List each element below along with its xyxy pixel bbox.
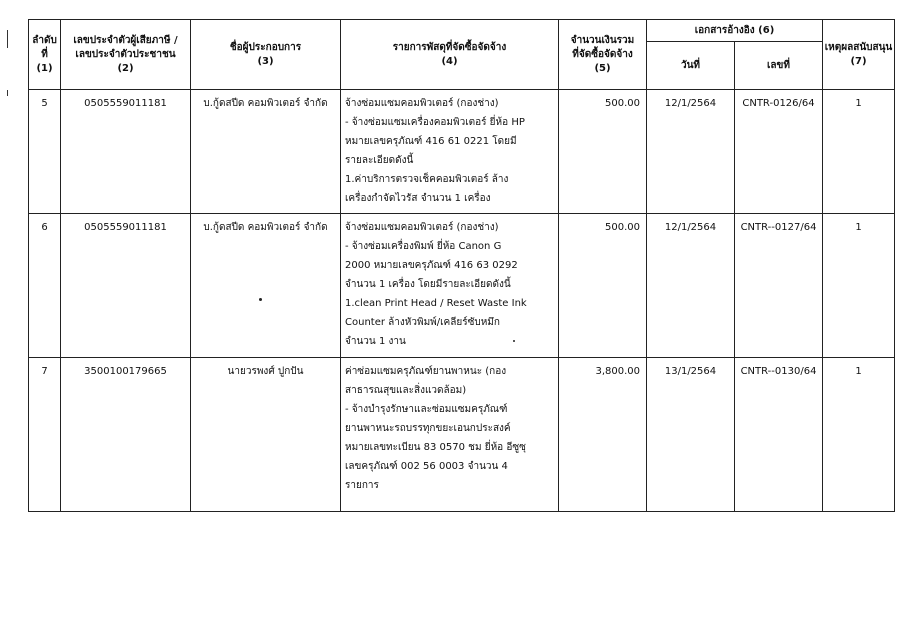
- cell-description: [341, 90, 559, 214]
- cell-tax-id: 0505559011181: [61, 90, 191, 214]
- description-line: รายการ: [345, 480, 379, 491]
- description-line: จ้างซ่อมแซมคอมพิวเตอร์ (กองช่าง): [345, 98, 499, 109]
- description-line: - จ้างซ่อมเครื่องพิมพ์ ยี่ห้อ Canon G: [345, 241, 502, 252]
- cell-doc-date: 13/1/2564: [647, 358, 735, 512]
- header-seq-label: ลำดับที่: [32, 34, 57, 60]
- header-items-label: รายการพัสดุที่จัดซื้อจัดจ้าง: [392, 41, 507, 53]
- header-doc-number: เลขที่: [735, 42, 823, 90]
- header-tax-id-line2: เลขประจำตัวประชาชน: [75, 48, 176, 60]
- header-amount-line1: จำนวนเงินรวม: [570, 34, 635, 46]
- header-vendor-label: ชื่อผู้ประกอบการ: [229, 41, 302, 53]
- header-items: [341, 20, 559, 90]
- header-amount-line2: ที่จัดซื้อจัดจ้าง: [572, 48, 633, 60]
- header-vendor: [191, 20, 341, 90]
- header-seq: [29, 20, 61, 90]
- scan-speck: [259, 298, 262, 301]
- description-line: จำนวน 1 เครื่อง โดยมีรายละเอียดดังนี้: [345, 279, 511, 290]
- header-reason: [823, 20, 895, 90]
- description-line: - จ้างบำรุงรักษาและซ่อมแซมครุภัณฑ์: [345, 404, 508, 415]
- description-line: เครื่องกำจัดไวรัส จำนวน 1 เครื่อง: [345, 193, 491, 204]
- description-line: 2000 หมายเลขครุภัณฑ์ 416 63 0292: [345, 260, 518, 271]
- description-line: - จ้างซ่อมแซมเครื่องคอมพิวเตอร์ ยี่ห้อ HP: [345, 117, 525, 128]
- cell-description: [341, 358, 559, 512]
- description-line: จำนวน 1 งาน: [345, 336, 406, 347]
- cell-vendor: บ.กู้ดสปีด คอมพิวเตอร์ จำกัด: [191, 90, 341, 214]
- header-reason-label: เหตุผลสนับสนุน: [824, 41, 893, 53]
- header-tax-id-line1: เลขประจำตัวผู้เสียภาษี /: [73, 34, 178, 46]
- description-line: จ้างซ่อมแซมคอมพิวเตอร์ (กองช่าง): [345, 222, 499, 233]
- margin-mark: [7, 90, 8, 96]
- description-line: รายละเอียดดังนี้: [345, 155, 414, 166]
- header-vendor-number: (3): [257, 55, 274, 67]
- header-doc-date: วันที่: [647, 42, 735, 90]
- description-line: 1.clean Print Head / Reset Waste Ink: [345, 298, 527, 309]
- header-tax-id: [61, 20, 191, 90]
- cell-seq: 6: [29, 214, 61, 358]
- margin-mark: [7, 30, 8, 48]
- table-row: [29, 90, 895, 214]
- cell-amount: 3,800.00: [559, 358, 647, 512]
- cell-reason: 1: [823, 358, 895, 512]
- header-reason-number: (7): [850, 55, 867, 67]
- description-line: ยานพาหนะรถบรรทุกขยะเอนกประสงค์: [345, 423, 511, 434]
- cell-doc-date: 12/1/2564: [647, 90, 735, 214]
- cell-doc-number: CNTR--0127/64: [735, 214, 823, 358]
- cell-vendor: นายวรพงศ์ ปูกปัน: [191, 358, 341, 512]
- header-docs-group: เอกสารอ้างอิง (6): [647, 20, 823, 42]
- description-line: เลขครุภัณฑ์ 002 56 0003 จำนวน 4: [345, 461, 508, 472]
- table-row: [29, 214, 895, 358]
- cell-doc-number: CNTR--0130/64: [735, 358, 823, 512]
- header-seq-number: (1): [36, 62, 53, 74]
- cell-reason: 1: [823, 90, 895, 214]
- description-line: 1.ค่าบริการตรวจเช็คคอมพิวเตอร์ ล้าง: [345, 174, 509, 185]
- cell-description: [341, 214, 559, 358]
- description-line: Counter ล้างหัวพิมพ์/เคลียร์ซับหมึก: [345, 317, 500, 328]
- cell-amount: 500.00: [559, 90, 647, 214]
- header-amount: [559, 20, 647, 90]
- cell-reason: 1: [823, 214, 895, 358]
- scan-speck: [513, 340, 515, 342]
- header-amount-number: (5): [594, 62, 611, 74]
- description-line: สาธารณสุขและสิ่งแวดล้อม): [345, 385, 467, 396]
- cell-tax-id: 3500100179665: [61, 358, 191, 512]
- header-tax-id-number: (2): [117, 62, 134, 74]
- procurement-table: [28, 19, 895, 512]
- description-line: หมายเลขครุภัณฑ์ 416 61 0221 โดยมี: [345, 136, 517, 147]
- cell-tax-id: 0505559011181: [61, 214, 191, 358]
- cell-seq: 5: [29, 90, 61, 214]
- description-line: หมายเลขทะเบียน 83 0570 ชม ยี่ห้อ อีซูซุ: [345, 442, 526, 453]
- table-row: [29, 358, 895, 512]
- cell-seq: 7: [29, 358, 61, 512]
- description-line: ค่าซ่อมแซมครุภัณฑ์ยานพาหนะ (กอง: [345, 366, 507, 377]
- cell-amount: 500.00: [559, 214, 647, 358]
- header-items-number: (4): [441, 55, 458, 67]
- cell-doc-date: 12/1/2564: [647, 214, 735, 358]
- cell-doc-number: CNTR-0126/64: [735, 90, 823, 214]
- cell-vendor: บ.กู้ดสปีด คอมพิวเตอร์ จำกัด: [191, 214, 341, 358]
